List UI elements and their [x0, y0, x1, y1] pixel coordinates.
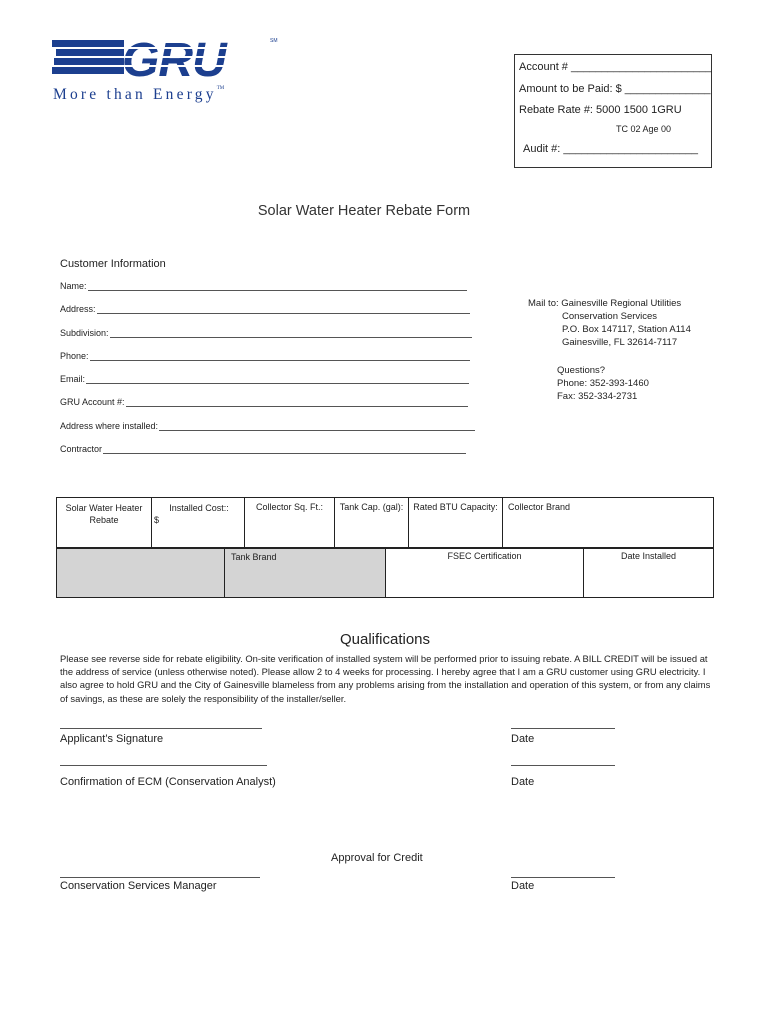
tank-capacity-cell[interactable]: Tank Cap. (gal):	[335, 498, 409, 547]
form-title: Solar Water Heater Rebate Form	[257, 203, 471, 219]
mail-to-line3: P.O. Box 147117, Station A114	[562, 324, 691, 335]
ecm-signature-line[interactable]	[60, 765, 267, 766]
rated-btu-cell[interactable]: Rated BTU Capacity:	[409, 498, 503, 547]
date1-line[interactable]	[511, 728, 615, 729]
account-line: Account # _______________________	[519, 61, 712, 73]
rebate-type-cell: Solar Water Heater Rebate	[57, 498, 152, 547]
subdivision-field[interactable]: Subdivision:	[60, 328, 472, 338]
date3-label: Date	[511, 880, 535, 892]
tc-code: TC 02 Age 00	[616, 124, 672, 134]
applicant-signature-line[interactable]	[60, 728, 262, 729]
mail-to-line4: Gainesville, FL 32614-7117	[562, 337, 678, 348]
phone-number: Phone: 352-393-1460	[557, 378, 649, 389]
fsec-cert-cell[interactable]: FSEC Certification	[386, 549, 584, 597]
phone-field[interactable]: Phone:	[60, 351, 470, 361]
email-field[interactable]: Email:	[60, 374, 469, 384]
logo-wordmark: GRU	[122, 38, 226, 87]
approval-for-credit-label: Approval for Credit	[331, 852, 423, 864]
manager-signature-label: Conservation Services Manager	[60, 880, 217, 892]
mail-to-line2: Conservation Services	[562, 311, 658, 322]
collector-brand-cell[interactable]: Collector Brand	[508, 502, 571, 512]
applicant-signature-label: Applicant’s Signature	[60, 733, 164, 745]
tagline: More than Energy™	[53, 86, 225, 103]
mail-to-line1: Mail to: Gainesville Regional Utilities	[528, 298, 682, 309]
system-details-table	[56, 497, 714, 598]
date2-label: Date	[511, 776, 535, 788]
address-installed-field[interactable]: Address where installed:	[60, 421, 475, 431]
trademark-mark: TM	[216, 86, 225, 91]
contractor-field[interactable]: Contractor	[60, 444, 466, 454]
date1-label: Date	[511, 733, 535, 745]
qualifications-text: Please see reverse side for rebate eligibility. On-site verification of installed system will be performed prior to issuing rebate. A BILL CREDIT will be issued at the address of service (unless otherwise noted). Please allow 2 to 4 weeks for processing. I hereby agree that I am a GRU customer using GRU electricity. I also agree to hold GRU and the City of Gainesville blameless from any problems arising from the installation and operation of this system, or from any claims of savings, as these are solely the responsibility of the installer/seller.	[60, 653, 711, 704]
manager-signature-line[interactable]	[60, 877, 260, 878]
shaded-cell	[57, 549, 225, 597]
customer-info-heading: Customer Information	[60, 258, 166, 270]
qualifications-heading: Qualifications	[339, 631, 431, 648]
date-installed-cell[interactable]: Date Installed	[620, 551, 677, 561]
office-use-box	[514, 54, 712, 168]
name-field[interactable]: Name:	[60, 281, 467, 291]
fax-number: Fax: 352-334-2731	[557, 391, 638, 402]
gru-account-field[interactable]: GRU Account #:	[60, 397, 468, 407]
installed-cost-cell[interactable]: Installed Cost:: $	[152, 498, 245, 547]
date2-line[interactable]	[511, 765, 615, 766]
audit-line: Audit #: ______________________	[523, 143, 698, 155]
rebate-rate-line: Rebate Rate #: 5000 1500 1GRU	[519, 104, 682, 116]
tank-brand-cell[interactable]: Tank Brand	[225, 549, 386, 597]
date3-line[interactable]	[511, 877, 615, 878]
amount-line: Amount to be Paid: $ ______________	[519, 83, 711, 95]
collector-sqft-cell[interactable]: Collector Sq. Ft.:	[245, 498, 335, 547]
ecm-confirmation-label: Confirmation of ECM (Conservation Analyst)	[60, 776, 276, 788]
service-mark: SM	[270, 38, 278, 44]
address-field[interactable]: Address:	[60, 304, 470, 314]
questions-label: Questions?	[557, 365, 606, 376]
